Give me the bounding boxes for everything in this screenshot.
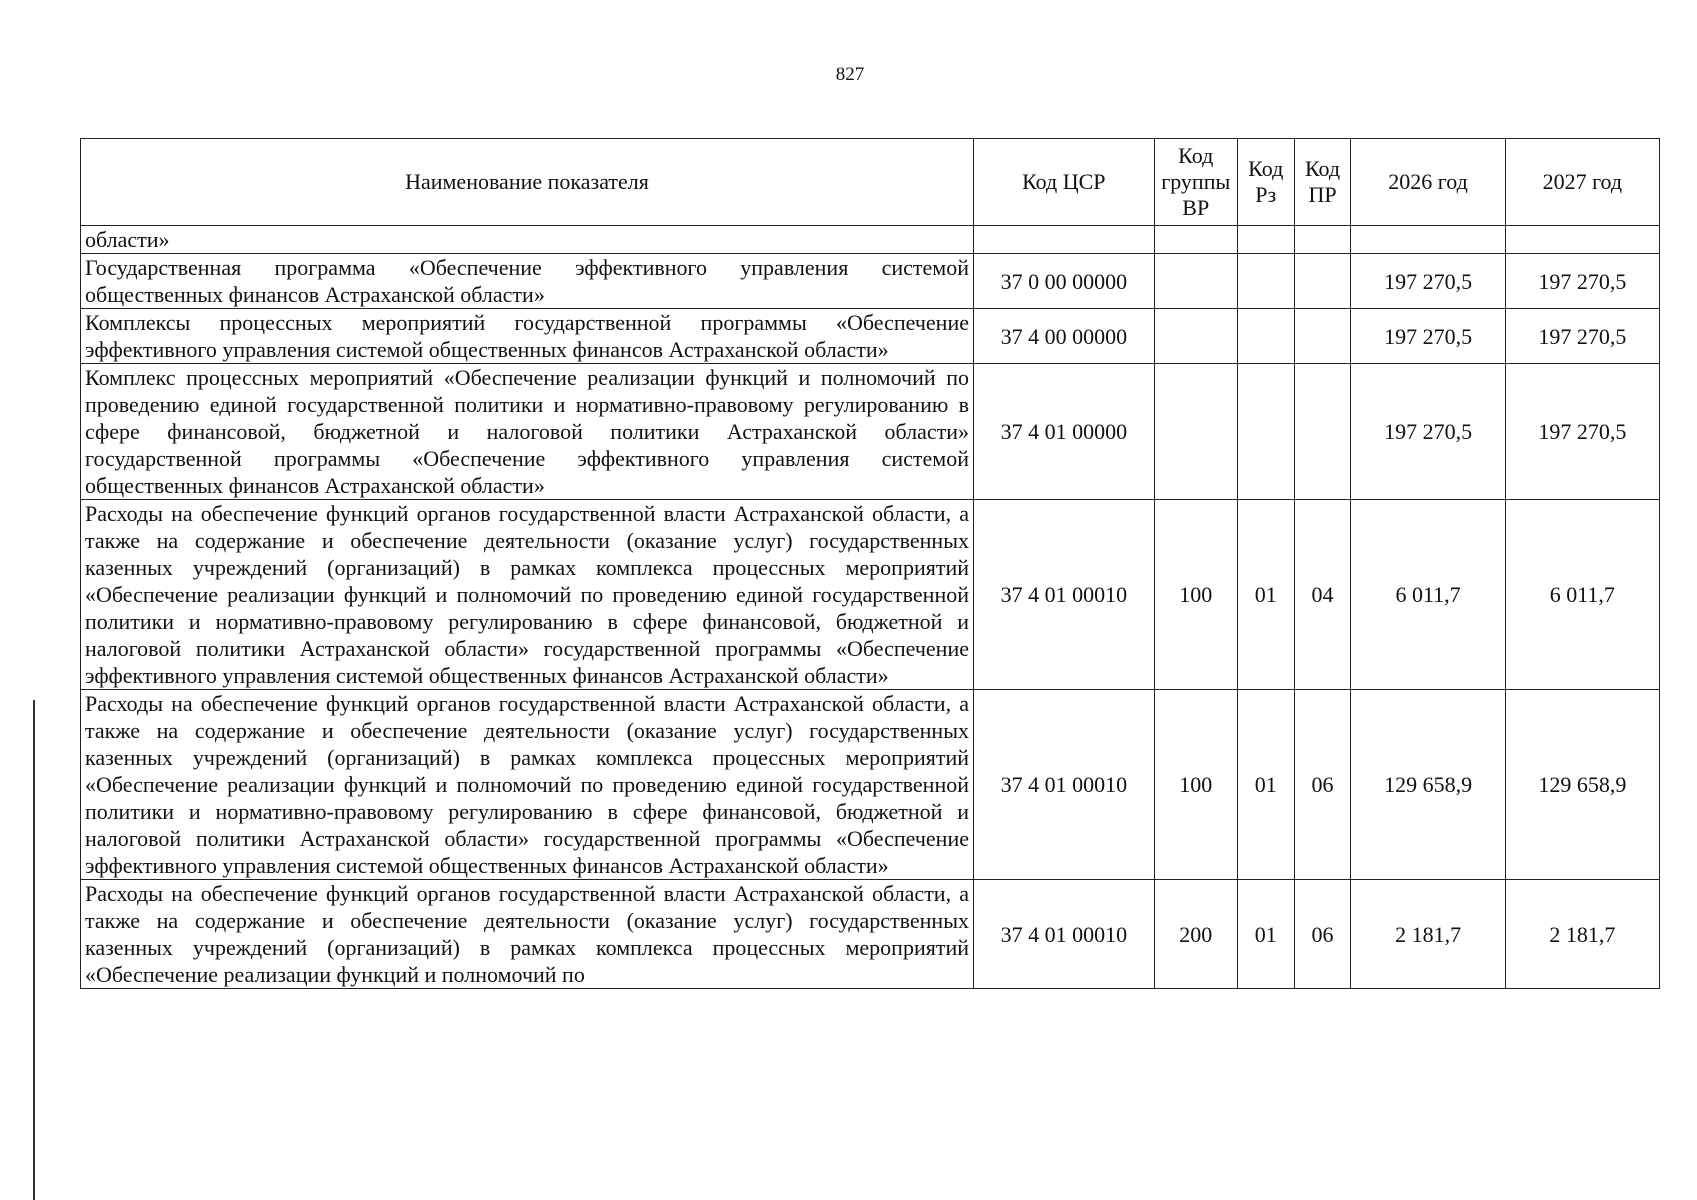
- table-row: [81, 880, 1660, 989]
- row-pr: 06: [1294, 690, 1351, 880]
- row-pr: [1294, 309, 1351, 364]
- budget-table: [80, 138, 1660, 989]
- header-pr: Код ПР: [1294, 139, 1351, 226]
- row-name: Расходы на обеспечение функций органов государственной власти Астраханской области, а также на содержание и обеспечение деятельности (оказание услуг) государственных казенных учреждений (организаций) в рамках комплекса процессных мероприятий «Обеспечение реализации функций и полномочий по проведению единой государственной политики и нормативно-правовому регулированию в сфере финансовой, бюджетной и налоговой политики Астраханской области» государственной программы «Обеспечение эффективного управления системой общественных финансов Астраханской области»: [81, 690, 974, 880]
- row-name: Государственная программа «Обеспечение эффективного управления системой общественных финансов Астраханской области»: [81, 254, 974, 309]
- table-row: [81, 254, 1660, 309]
- row-vr: 200: [1154, 880, 1237, 989]
- row-vr: 100: [1154, 500, 1237, 690]
- row-rz: 01: [1237, 880, 1294, 989]
- table-row: [81, 690, 1660, 880]
- row-vr: [1154, 309, 1237, 364]
- row-2027: 197 270,5: [1505, 309, 1659, 364]
- row-2027: 129 658,9: [1505, 690, 1659, 880]
- header-2027: 2027 год: [1505, 139, 1659, 226]
- table-row-continuation: [81, 226, 1660, 254]
- row-csr: 37 4 01 00010: [974, 690, 1155, 880]
- header-rz: Код Рз: [1237, 139, 1294, 226]
- header-vr: Код группы ВР: [1154, 139, 1237, 226]
- row-vr: [1154, 364, 1237, 500]
- row-csr: 37 4 01 00010: [974, 880, 1155, 989]
- scan-margin-line: [33, 700, 35, 1200]
- row-2027: 197 270,5: [1505, 254, 1659, 309]
- row-2026: 197 270,5: [1351, 309, 1505, 364]
- row-rz: [1237, 364, 1294, 500]
- table-header-row: [81, 139, 1660, 226]
- row-2026: 129 658,9: [1351, 690, 1505, 880]
- row-name: Комплексы процессных мероприятий государственной программы «Обеспечение эффективного управления системой общественных финансов Астраханской области»: [81, 309, 974, 364]
- table-row: [81, 364, 1660, 500]
- table-row: [81, 500, 1660, 690]
- row-2026: 197 270,5: [1351, 254, 1505, 309]
- row-name: Расходы на обеспечение функций органов государственной власти Астраханской области, а также на содержание и обеспечение деятельности (оказание услуг) государственных казенных учреждений (организаций) в рамках комплекса процессных мероприятий «Обеспечение реализации функций и полномочий по проведению единой государственной политики и нормативно-правовому регулированию в сфере финансовой, бюджетной и налоговой политики Астраханской области» государственной программы «Обеспечение эффективного управления системой общественных финансов Астраханской области»: [81, 500, 974, 690]
- row-csr: 37 4 01 00000: [974, 364, 1155, 500]
- row-vr: [1154, 254, 1237, 309]
- row-pr: 04: [1294, 500, 1351, 690]
- row-csr: 37 4 00 00000: [974, 309, 1155, 364]
- row-2026: 6 011,7: [1351, 500, 1505, 690]
- row-csr: 37 0 00 00000: [974, 254, 1155, 309]
- row-name: Комплекс процессных мероприятий «Обеспечение реализации функций и полномочий по проведению единой государственной политики и нормативно-правовому регулированию в сфере финансовой, бюджетной и налоговой политики Астраханской области» государственной программы «Обеспечение эффективного управления системой общественных финансов Астраханской области»: [81, 364, 974, 500]
- table-row: [81, 309, 1660, 364]
- row-rz: 01: [1237, 500, 1294, 690]
- row-2026: 197 270,5: [1351, 364, 1505, 500]
- header-2026: 2026 год: [1351, 139, 1505, 226]
- row-rz: [1237, 309, 1294, 364]
- header-name: Наименование показателя: [81, 139, 974, 226]
- row-csr: 37 4 01 00010: [974, 500, 1155, 690]
- row-pr: 06: [1294, 880, 1351, 989]
- row-rz: [1237, 254, 1294, 309]
- row-vr: 100: [1154, 690, 1237, 880]
- header-csr: Код ЦСР: [974, 139, 1155, 226]
- row-2026: 2 181,7: [1351, 880, 1505, 989]
- row-name: Расходы на обеспечение функций органов государственной власти Астраханской области, а также на содержание и обеспечение деятельности (оказание услуг) государственных казенных учреждений (организаций) в рамках комплекса процессных мероприятий «Обеспечение реализации функций и полномочий по: [81, 880, 974, 989]
- continuation-text: области»: [81, 226, 974, 254]
- row-pr: [1294, 364, 1351, 500]
- row-2027: 6 011,7: [1505, 500, 1659, 690]
- row-2027: 2 181,7: [1505, 880, 1659, 989]
- row-rz: 01: [1237, 690, 1294, 880]
- row-2027: 197 270,5: [1505, 364, 1659, 500]
- page-number: 827: [835, 64, 865, 85]
- row-pr: [1294, 254, 1351, 309]
